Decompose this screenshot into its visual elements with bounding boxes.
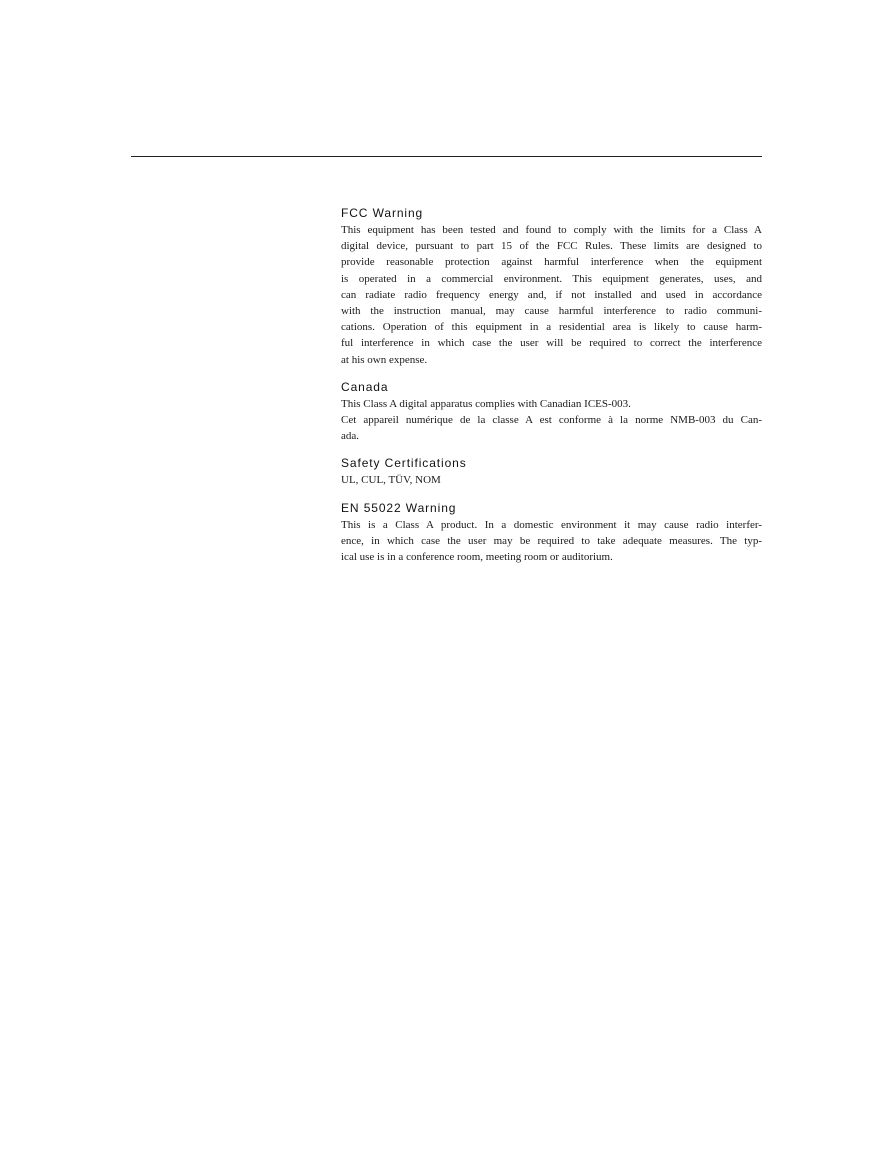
body-line: is operated in a commercial environment. This equipment generates, uses, and (341, 272, 762, 285)
body-line: can radiate radio frequency energy and, if not installed and used in accordance (341, 288, 762, 301)
section-body (341, 517, 762, 566)
section-body (341, 472, 762, 488)
section-body (341, 222, 762, 368)
body-line: This is a Class A product. In a domestic environment it may cause radio interfer- (341, 518, 762, 531)
body-line: ence, in which case the user may be required to take adequate measures. The typ- (341, 534, 762, 547)
body-line: Cet appareil numérique de la classe A est conforme à la norme NMB-003 du Can- (341, 414, 762, 427)
header-rule (131, 156, 762, 157)
body-line: ada. (341, 430, 360, 443)
section-safety-certifications (341, 455, 762, 488)
section-heading: Safety Certifications (341, 456, 467, 471)
body-line: cations. Operation of this equipment in a residential area is likely to cause harm- (341, 321, 762, 334)
body-line: digital device, pursuant to part 15 of the FCC Rules. These limits are designed to (341, 240, 762, 253)
body-line: This equipment has been tested and found to comply with the limits for a Class A (341, 224, 762, 236)
section-heading: EN 55022 Warning (341, 500, 457, 515)
body-line: UL, CUL, TÜV, NOM (341, 474, 441, 487)
section-canada (341, 379, 762, 445)
section-en55022-warning (341, 500, 762, 566)
regulatory-notices (341, 205, 762, 576)
section-heading: FCC Warning (341, 206, 424, 220)
section-heading: Canada (341, 379, 389, 394)
section-body (341, 396, 762, 445)
body-line: ical use is in a conference room, meeting room or auditorium. (341, 551, 613, 564)
body-line: This Class A digital apparatus complies with Canadian ICES-003. (341, 397, 631, 410)
body-line: at his own expense. (341, 353, 428, 366)
body-line: with the instruction manual, may cause harmful interference to radio communi- (341, 305, 762, 318)
body-line: ful interference in which case the user will be required to correct the interference (341, 337, 762, 350)
section-fcc-warning (341, 205, 762, 368)
body-line: provide reasonable protection against harmful interference when the equipment (341, 256, 762, 269)
